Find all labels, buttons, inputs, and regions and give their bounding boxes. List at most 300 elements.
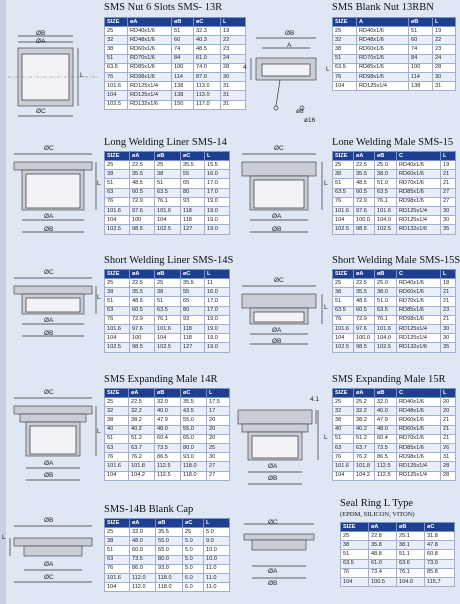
dim-label-a: ØA xyxy=(44,561,54,568)
col-header: øB xyxy=(172,18,194,27)
col-header: L xyxy=(205,270,230,279)
table-cell: 25.2 xyxy=(354,398,375,407)
table-row xyxy=(105,407,230,416)
dim-label-b: ØB xyxy=(44,472,54,479)
table-header-row xyxy=(105,519,230,528)
table-row xyxy=(341,559,455,568)
drawing-exp15r xyxy=(228,394,328,494)
table-cell: RD85x1/6 xyxy=(397,188,441,197)
table-row xyxy=(333,462,456,471)
dim-label-c: ØC xyxy=(44,269,54,276)
section-title-swm15s: Short Welding Male SMS-15S xyxy=(332,255,460,266)
table-cell: 9.0 xyxy=(204,537,230,546)
table-cell: 25 xyxy=(155,279,181,288)
table-cell: 101.6 xyxy=(105,82,128,91)
table-cell: RD48x1/6 xyxy=(128,36,172,45)
col-header: øA xyxy=(369,523,397,532)
table-row xyxy=(105,537,230,546)
col-header: øA xyxy=(354,389,375,398)
table-row xyxy=(105,36,246,45)
table-cell: 20 xyxy=(207,416,230,425)
table-cell: 76.1 xyxy=(155,197,181,206)
col-header: L xyxy=(204,519,230,528)
table-cell: RD70x1/6 xyxy=(397,297,441,306)
table-cell: 11.0 xyxy=(204,583,230,592)
dim-label-a: ØA xyxy=(44,317,54,324)
table-cell: 104.0 xyxy=(397,577,425,586)
col-header: SIZE xyxy=(333,18,357,27)
table-cell: 60.5 xyxy=(354,188,375,197)
table-cell: 35.5 xyxy=(354,288,375,297)
table-cell: 113.0 xyxy=(194,91,221,100)
table-cell: 40.3 xyxy=(194,36,221,45)
dim-label-l: L xyxy=(324,304,328,311)
table-cell: 76 xyxy=(105,315,130,324)
table-cell: 32.3 xyxy=(194,27,221,36)
table-cell: 104 xyxy=(341,577,369,586)
table-row xyxy=(333,315,456,324)
table-row xyxy=(105,416,230,425)
table-cell: 112.0 xyxy=(130,583,156,592)
table-cell: 101.8 xyxy=(129,462,155,471)
table-cell: 38.2 xyxy=(354,416,375,425)
col-header: L xyxy=(441,270,456,279)
table-cell: 43.5 xyxy=(181,407,207,416)
col-header: øC xyxy=(194,18,221,27)
table-cell: 51 xyxy=(333,179,354,188)
table-cell: 25.0 xyxy=(375,161,397,170)
col-header: øB xyxy=(375,152,397,161)
table-cell: 102.5 xyxy=(375,225,397,234)
table-blank13rbn xyxy=(332,17,456,91)
table-cell: 100.0 xyxy=(354,216,375,225)
table-cell: 22 xyxy=(433,36,456,45)
table-cell: 73.5 xyxy=(130,555,156,564)
table-cell: 25 xyxy=(207,443,230,452)
table-cell: 38.2 xyxy=(129,416,155,425)
table-cell: 19.0 xyxy=(205,225,230,234)
table-header-row xyxy=(333,389,456,398)
table-cell: 38 xyxy=(155,170,181,179)
table-cell: 40.2 xyxy=(354,425,375,434)
col-header: C xyxy=(397,389,441,398)
table-row xyxy=(333,324,456,333)
table-cell: 38 xyxy=(155,288,181,297)
table-cell: 80.0 xyxy=(181,443,207,452)
table-cell: RD85x1/6 xyxy=(357,63,409,72)
drawing-cap14b xyxy=(8,514,100,594)
table-lwm15 xyxy=(332,151,456,235)
table-cell: 76.1 xyxy=(397,568,425,577)
table-row xyxy=(333,297,456,306)
table-cell: 72.9 xyxy=(130,197,155,206)
dim-label-a: A xyxy=(287,42,292,49)
table-cell: 25.0 xyxy=(375,279,397,288)
table-cell: 63.5 xyxy=(155,188,181,197)
table-cell: 48.5 xyxy=(354,297,375,306)
table-cell: 112.5 xyxy=(375,462,397,471)
table-cell: 51 xyxy=(105,546,130,555)
table-cell: 84 xyxy=(172,54,194,63)
table-cell: 24 xyxy=(221,54,246,63)
table-cell: 112.5 xyxy=(155,471,181,480)
drawing-lwl14 xyxy=(8,148,100,238)
table-cell: 118.0 xyxy=(181,471,207,480)
table-cell: 32.0 xyxy=(375,398,397,407)
table-cell: 17.0 xyxy=(205,179,230,188)
table-cell: 118 xyxy=(181,334,205,343)
table-cell: 25 xyxy=(341,532,369,541)
table-cell: 104 xyxy=(155,216,181,225)
table-row xyxy=(333,306,456,315)
table-cell: 104 xyxy=(105,91,128,100)
col-header: C xyxy=(397,270,441,279)
table-cell: 25 xyxy=(105,528,130,537)
table-cell: 20 xyxy=(207,425,230,434)
col-header: øA xyxy=(128,18,172,27)
table-row xyxy=(333,45,456,54)
table-cell: 76 xyxy=(105,72,128,81)
table-cell: 102.5 xyxy=(105,100,128,109)
dim-label-c: ØC xyxy=(44,574,54,581)
col-header: SIZE xyxy=(105,389,129,398)
table-row xyxy=(105,216,230,225)
table-cell: RD98x1/6 xyxy=(397,453,441,462)
table-cell: 51 xyxy=(105,54,128,63)
table-cell: 138 xyxy=(172,91,194,100)
table-cell: 101.6 xyxy=(375,324,397,333)
table-body xyxy=(105,398,230,481)
table-cell: 28 xyxy=(433,63,456,72)
table-cell: 27 xyxy=(207,471,230,480)
table-cell: 101.6 xyxy=(105,462,129,471)
table-cell: RD40x1/6 xyxy=(357,27,409,36)
col-header: SIZE xyxy=(105,270,130,279)
table-cell: 101.6 xyxy=(375,206,397,215)
table-cell: 101.6 xyxy=(333,206,354,215)
col-header: L xyxy=(221,18,246,27)
table-cell: 104 xyxy=(333,216,354,225)
table-cell: 51 xyxy=(333,54,357,63)
table-cell: 19.0 xyxy=(205,315,230,324)
table-cell: RD70x1/6 xyxy=(128,54,172,63)
table-cell: 63.5 xyxy=(105,63,128,72)
table-cell: 63 xyxy=(105,443,129,452)
table-row xyxy=(333,216,456,225)
table-cell: 25 xyxy=(333,279,354,288)
table-cell: RD70x1/6 xyxy=(397,434,441,443)
table-row xyxy=(333,197,456,206)
table-cell: 19 xyxy=(441,161,456,170)
table-row xyxy=(105,324,230,333)
col-header: A xyxy=(357,18,409,27)
table-cell: 93 xyxy=(181,315,205,324)
table-cell: 32.2 xyxy=(354,407,375,416)
table-body xyxy=(333,398,456,481)
table-cell: 6.0 xyxy=(183,573,204,582)
table-cell: 5.0 xyxy=(183,537,204,546)
table-cell: 55 xyxy=(181,170,205,179)
table-cell: 25 xyxy=(105,27,128,36)
table-cell: 65 xyxy=(181,179,205,188)
table-cell: 118.0 xyxy=(156,583,183,592)
table-cell: 102.5 xyxy=(375,343,397,352)
table-body xyxy=(341,532,455,587)
table-header-row xyxy=(105,270,230,279)
table-cell: 35.5 xyxy=(181,279,205,288)
table-cell: 35.5 xyxy=(130,288,155,297)
dim-label-l: L xyxy=(326,66,330,73)
table-cell: 51.2 xyxy=(354,434,375,443)
table-swl14s xyxy=(104,269,230,353)
table-row xyxy=(105,72,246,81)
table-cell: 51 xyxy=(155,297,181,306)
table-cell: 38.1 xyxy=(397,541,425,550)
table-cell: 102.5 xyxy=(105,225,130,234)
table-cell: 51.1 xyxy=(397,550,425,559)
table-body xyxy=(333,27,456,91)
table-cell: 60 xyxy=(409,36,433,45)
table-row xyxy=(105,471,230,480)
table-cell: 5.0 xyxy=(183,555,204,564)
col-header: øB xyxy=(375,270,397,279)
table-cell: 63.5 xyxy=(333,188,354,197)
dim-label-l: L xyxy=(97,180,101,187)
table-cell: 80 xyxy=(181,306,205,315)
table-cell: 72.9 xyxy=(354,315,375,324)
table-cell: 51 xyxy=(105,434,129,443)
table-cell: 73.5 xyxy=(375,443,397,452)
table-lwl14 xyxy=(104,151,230,235)
table-cell: 38 xyxy=(105,416,129,425)
table-cell: 38 xyxy=(333,288,354,297)
dim-label-b: ØB xyxy=(36,30,46,37)
table-cell: 40.2 xyxy=(129,425,155,434)
table-cell: RD125x1/4 xyxy=(397,471,441,480)
table-row xyxy=(333,425,456,434)
table-cell: 118.0 xyxy=(156,573,183,582)
table-cell: 112.0 xyxy=(130,573,156,582)
table-cell: 38 xyxy=(105,288,130,297)
table-row xyxy=(105,288,230,297)
dim-label-l: L xyxy=(324,434,328,441)
table-cell: 40.0 xyxy=(375,407,397,416)
table-cell: 60.5 xyxy=(130,188,155,197)
table-cell: RD98x1/6 xyxy=(397,197,441,206)
col-header: C xyxy=(397,152,441,161)
dim-label-b: ØB xyxy=(44,517,54,524)
table-cell: 114 xyxy=(409,72,433,81)
table-cell: 112.5 xyxy=(155,462,181,471)
table-cell: 97.6 xyxy=(130,206,155,215)
table-cell: 18 xyxy=(441,279,456,288)
col-header: L xyxy=(441,389,456,398)
table-cell: 61.0 xyxy=(369,559,397,568)
table-cell: 35.8 xyxy=(369,541,397,550)
table-cell: 86.5 xyxy=(155,453,181,462)
table-cell: 100 xyxy=(130,334,155,343)
table-cell: 30 xyxy=(441,216,456,225)
table-cell: 48.5 xyxy=(130,297,155,306)
col-header: øB xyxy=(155,270,181,279)
table-cell: 150 xyxy=(172,100,194,109)
table-cell: RD125x1/4 xyxy=(397,462,441,471)
table-cell: 104 xyxy=(105,216,130,225)
table-cell: 127 xyxy=(181,225,205,234)
table-cell: 97.6 xyxy=(130,324,155,333)
table-cell: 51 xyxy=(341,550,369,559)
table-cell: 73.0 xyxy=(425,559,455,568)
table-body xyxy=(105,27,246,110)
table-cell: 25 xyxy=(333,398,354,407)
table-cell: 22.5 xyxy=(130,161,155,170)
section-title-cap14b: SMS-14B Blank Cap xyxy=(104,504,194,515)
table-cell: 101.6 xyxy=(333,324,354,333)
dim-label-l: L xyxy=(2,534,6,541)
dim-label-c: ØC xyxy=(44,389,54,396)
table-cell: RD60x1/6 xyxy=(397,416,441,425)
table-row xyxy=(105,315,230,324)
table-cell: 47.9 xyxy=(155,416,181,425)
table-cell: 113.0 xyxy=(194,82,221,91)
col-header: øC xyxy=(181,270,205,279)
table-cell: 17.0 xyxy=(205,188,230,197)
table-cell: RD48x1/6 xyxy=(357,36,409,45)
table-cell: 60.0 xyxy=(130,546,156,555)
table-cell: RD125x1/4 xyxy=(397,334,441,343)
section-title-nut13r: SMS Nut 6 Slots SMS- 13R xyxy=(104,2,223,13)
table-cell: 74 xyxy=(172,45,194,54)
table-cell: 98.5 xyxy=(354,343,375,352)
dim-label-b: ØB xyxy=(44,330,54,337)
table-cell: 38.0 xyxy=(375,170,397,179)
table-cell: RD40x1/6 xyxy=(397,398,441,407)
table-cell: 101.6 xyxy=(155,206,181,215)
table-cell: 28 xyxy=(221,63,246,72)
table-cell: 63.5 xyxy=(341,559,369,568)
table-cell: 76 xyxy=(333,315,354,324)
section-title-blank13rbn: SMS Blank Nut 13RBN xyxy=(332,2,434,13)
table-row xyxy=(105,343,230,352)
col-header: L xyxy=(207,389,230,398)
table-cell: 48.0 xyxy=(375,425,397,434)
table-cell: RD125x1/4 xyxy=(397,216,441,225)
table-row xyxy=(105,225,230,234)
dim-label-4: 4 xyxy=(243,64,247,71)
table-row xyxy=(341,541,455,550)
col-header: øB xyxy=(409,18,433,27)
drawing-nut13r xyxy=(8,28,98,123)
table-row xyxy=(333,188,456,197)
table-cell: 55.0 xyxy=(156,537,183,546)
table-cell: 22.5 xyxy=(354,161,375,170)
dim-label-b: ØB xyxy=(272,226,282,233)
table-cell: 138 xyxy=(409,82,433,91)
table-row xyxy=(333,72,456,81)
table-row xyxy=(105,297,230,306)
drawing-exp14r xyxy=(8,392,100,490)
table-cap14b xyxy=(104,518,230,592)
table-cell: 51.0 xyxy=(375,297,397,306)
table-cell: 19.0 xyxy=(205,324,230,333)
table-cell: 76.2 xyxy=(129,453,155,462)
table-cell: 20 xyxy=(207,434,230,443)
table-cell: 22.8 xyxy=(369,532,397,541)
col-header: øC xyxy=(183,519,204,528)
col-header: øA xyxy=(130,270,155,279)
table-header-row xyxy=(105,18,246,27)
table-row xyxy=(333,279,456,288)
col-header: øB xyxy=(375,389,397,398)
table-cell: 10.0 xyxy=(204,555,230,564)
table-cell: 51 xyxy=(172,27,194,36)
table-cell: 25 xyxy=(333,27,357,36)
table-cell: 74.0 xyxy=(194,63,221,72)
dim-label-41: 4.1 xyxy=(310,396,320,403)
table-cell: 72.9 xyxy=(354,197,375,206)
table-row xyxy=(105,170,230,179)
col-header: øA xyxy=(129,389,155,398)
table-row xyxy=(105,197,230,206)
section-title-lwl14: Long Welding Liner SMS-14 xyxy=(104,137,227,148)
table-cell: 65.0 xyxy=(181,434,207,443)
table-row xyxy=(333,288,456,297)
dim-label-l: L xyxy=(324,180,328,187)
table-cell: 118 xyxy=(181,216,205,225)
table-cell: 19.0 xyxy=(205,197,230,206)
dim-label-b: ØB xyxy=(268,475,278,482)
table-cell: 35 xyxy=(441,343,456,352)
table-cell: 118 xyxy=(181,324,205,333)
dim-label-a: ØA xyxy=(272,213,282,220)
table-cell: 25 xyxy=(105,398,129,407)
table-exp15r xyxy=(332,388,456,481)
table-cell: RD40x1/6 xyxy=(397,161,441,170)
table-cell: RD70x1/6 xyxy=(357,54,409,63)
table-cell: 60.4 xyxy=(155,434,181,443)
table-cell: 60.4 xyxy=(375,434,397,443)
table-cell: 76 xyxy=(333,72,357,81)
table-cell: 31 xyxy=(221,100,246,109)
dim-label-o8: ø8 xyxy=(296,108,304,115)
table-body xyxy=(105,528,230,592)
col-header: øC xyxy=(181,152,205,161)
table-body xyxy=(333,161,456,235)
table-row xyxy=(105,82,246,91)
section-title-swl14s: Short Welding Liner SMS-14S xyxy=(104,255,234,266)
table-cell: 19.0 xyxy=(205,206,230,215)
table-cell: 20 xyxy=(441,398,456,407)
table-cell: RD60x1/6 xyxy=(397,288,441,297)
dim-label-l: L xyxy=(97,428,101,435)
table-cell: 11.0 xyxy=(204,564,230,573)
drawing-swm15s xyxy=(234,280,326,360)
table-cell: RD60x1/6 xyxy=(397,170,441,179)
table-row xyxy=(105,334,230,343)
table-row xyxy=(105,462,230,471)
table-cell: 76 xyxy=(333,453,354,462)
table-cell: 40 xyxy=(333,425,354,434)
table-cell: 24 xyxy=(433,54,456,63)
dim-label-b: ØB xyxy=(44,226,54,233)
col-header: SIZE xyxy=(105,18,128,27)
table-cell: 35.5 xyxy=(181,398,207,407)
table-row xyxy=(341,550,455,559)
table-cell: 112.5 xyxy=(375,471,397,480)
table-cell: 25 xyxy=(333,161,354,170)
table-cell: 93.0 xyxy=(181,453,207,462)
table-body xyxy=(105,161,230,235)
